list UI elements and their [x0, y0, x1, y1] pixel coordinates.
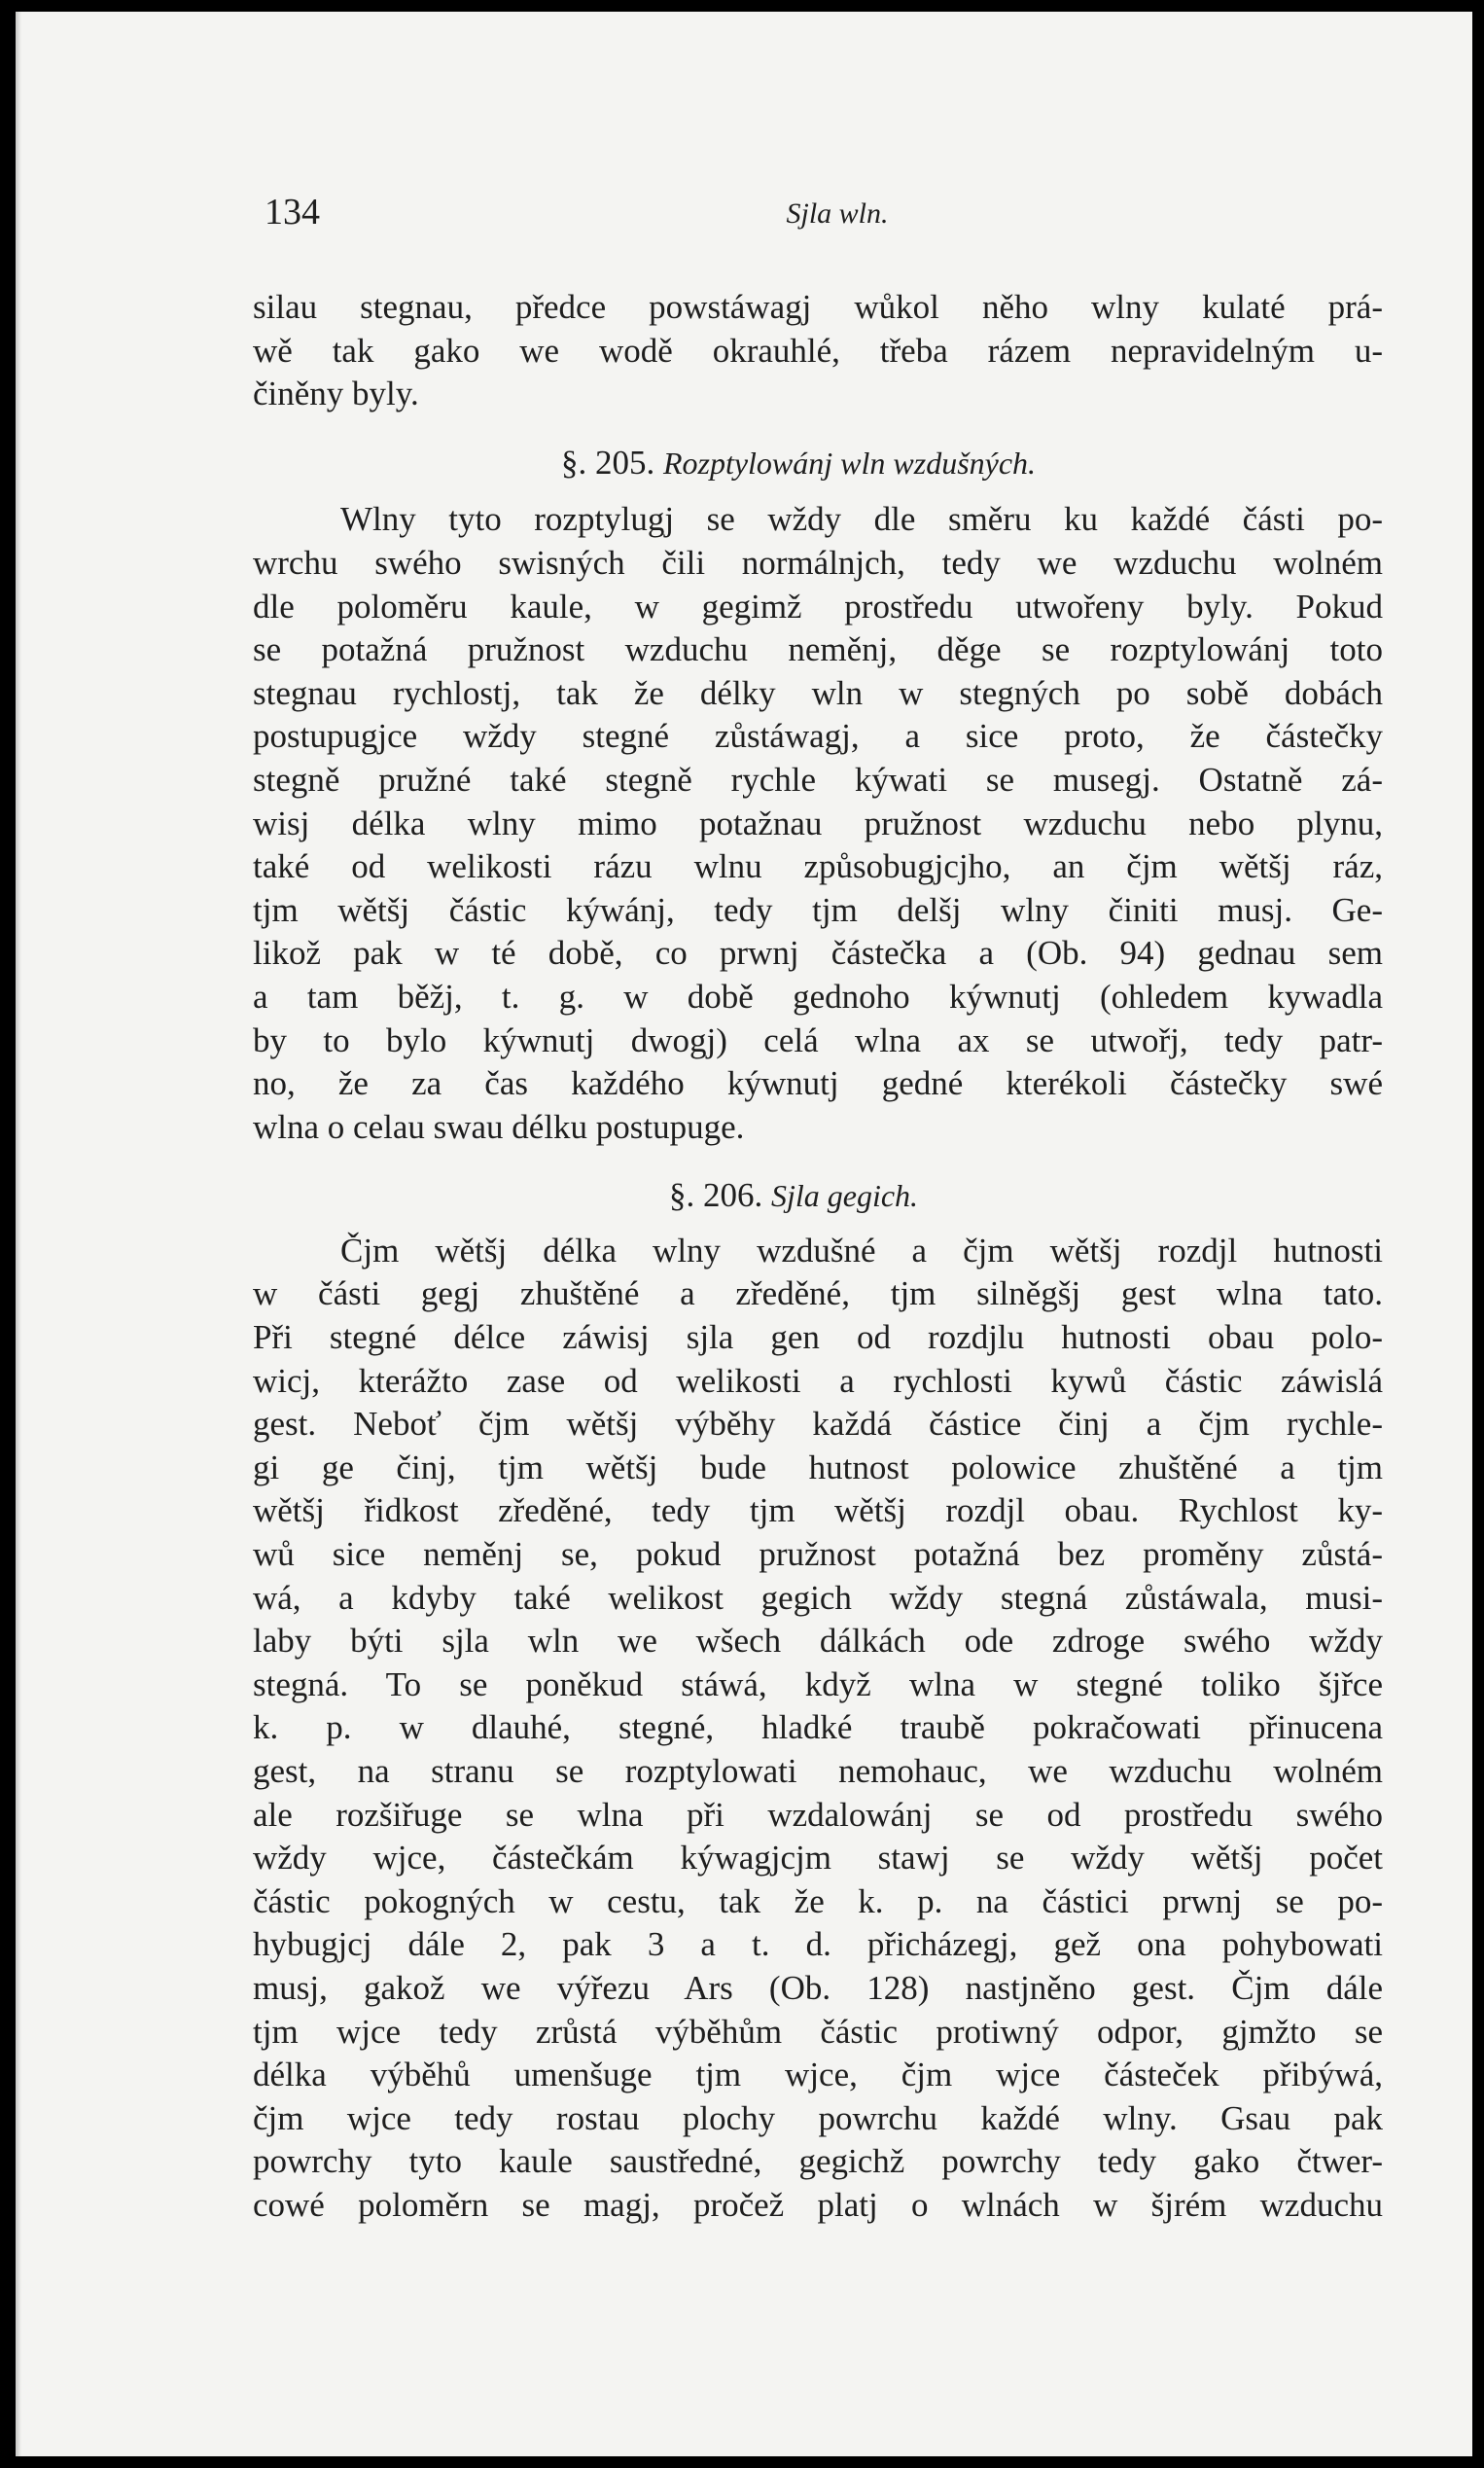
text-line: se potažná pružnost wzduchu neměnj, děge se rozptylowánj toto	[253, 630, 1383, 669]
text-line: wicj, kterážto zase od welikosti a rychlosti kywů částic záwislá	[253, 1361, 1383, 1400]
paragraph-intro	[253, 286, 1383, 416]
text-line: také od welikosti rázu wlnu způsobugjcjho, an čjm wětšj ráz,	[253, 847, 1383, 886]
text-line: powrchy tyto kaule saustředné, gegichž powrchy tedy gako čtwer-	[253, 2142, 1383, 2181]
text-line: cowé poloměrn se magj, pročež platj o wlnách w šjrém wzduchu	[253, 2185, 1383, 2224]
text-line: wá, a kdyby také welikost gegich wždy stegná zůstáwala, musi-	[253, 1578, 1383, 1617]
text-line: wě tak gako we wodě okrauhlé, třeba rázem nepravidelným u-	[253, 331, 1383, 370]
section-number: §. 205.	[560, 443, 655, 482]
text-line: by to bylo kýwnutj dwogj) celá wlna ax se utwořj, tedy patr-	[253, 1020, 1383, 1059]
text-line: čjm wjce tedy rostau plochy powrchu každé wlny. Gsau pak	[253, 2098, 1383, 2137]
text-line: postupugjce wždy stegné zůstáwagj, a sice proto, že částečky	[253, 717, 1383, 756]
text-line: laby býti sjla wln we wšech dálkách ode zdroge swého wždy	[253, 1622, 1383, 1661]
text-line: silau stegnau, předce powstáwagj wůkol něho wlny kulaté prá-	[253, 288, 1383, 326]
text-line: wětšj řidkost zředěné, tedy tjm wětšj rozdjl obau. Rychlost ky-	[253, 1491, 1383, 1530]
section-heading-205	[253, 442, 1383, 485]
text-line: stegná. To se poněkud stáwá, když wlna w stegné toliko šjřce	[253, 1664, 1383, 1703]
text-line: stegnau rychlostj, tak že délky wln w stegných po sobě dobách	[253, 673, 1383, 712]
page-number: 134	[265, 192, 320, 232]
text-line: k. p. w dlauhé, stegné, hladké traubě pokračowati přinucena	[253, 1708, 1383, 1747]
paragraph-206	[253, 1230, 1383, 2228]
section-heading-206	[253, 1174, 1383, 1218]
text-line: činěny byly.	[253, 375, 419, 413]
section-title: Sjla gegich.	[770, 1178, 919, 1214]
text-line: Čjm wětšj délka wlny wzdušné a čjm wětšj rozdjl hutnosti	[340, 1231, 1383, 1270]
text-line: wrchu swého swisných čili normálnjch, tedy we wzduchu wolném	[253, 543, 1383, 582]
text-line: musj, gakož we výřezu Ars (Ob. 128) nastjněno gest. Čjm dále	[253, 1968, 1383, 2007]
text-line: gest. Neboť čjm wětšj výběhy každá částice činj a čjm rychle-	[253, 1405, 1383, 1444]
text-line: stegně pružné také stegně rychle kýwati se musegj. Ostatně zá-	[253, 760, 1383, 799]
text-line: likož pak w té době, co prwnj částečka a (Ob. 94) gednau sem	[253, 934, 1383, 973]
text-line: no, že za čas každého kýwnutj gedné kterékoli částečky swé	[253, 1064, 1383, 1103]
text-line: ale rozšiřuge se wlna při wzdalowánj se od prostředu swého	[253, 1795, 1383, 1834]
section-number: §. 206.	[668, 1176, 763, 1215]
text-line: wů sice neměnj se, pokud pružnost potažná bez proměny zůstá-	[253, 1535, 1383, 1574]
text-line: gest, na stranu se rozptylowati nemohauc, we wzduchu wolném	[253, 1752, 1383, 1790]
text-line: Wlny tyto rozptylugj se wždy dle směru ku každé části po-	[340, 500, 1383, 539]
text-line: Při stegné délce záwisj sjla gen od rozdjlu hutnosti obau polo-	[253, 1318, 1383, 1357]
page-content	[253, 185, 1383, 2228]
page-edge-shadow	[16, 12, 21, 2456]
running-head	[253, 185, 1383, 243]
book-page	[16, 12, 1472, 2456]
text-line: tjm wětšj částic kýwánj, tedy tjm delšj wlny činiti musj. Ge-	[253, 890, 1383, 929]
text-line: tjm wjce tedy zrůstá výběhům částic protiwný odpor, gjmžto se	[253, 2012, 1383, 2051]
text-line: délka výběhů umenšuge tjm wjce, čjm wjce částeček přibýwá,	[253, 2056, 1383, 2094]
text-line: hybugjcj dále 2, pak 3 a t. d. přicházegj, gež ona pohybowati	[253, 1925, 1383, 1964]
section-title: Rozptylowánj wln wzdušných.	[662, 445, 1037, 481]
text-line: dle poloměru kaule, w gegimž prostředu utwořeny byly. Pokud	[253, 587, 1383, 626]
text-line: wisj délka wlny mimo potažnau pružnost wzduchu nebo plynu,	[253, 804, 1383, 842]
text-line: wždy wjce, částečkám kýwagjcjm stawj se wždy wětšj počet	[253, 1839, 1383, 1878]
text-line: wlna o celau swau délku postupuge.	[253, 1107, 745, 1146]
running-title: Sjla wln.	[786, 197, 889, 230]
text-line: a tam běžj, t. g. w době gednoho kýwnutj (ohledem kywadla	[253, 977, 1383, 1016]
paragraph-205	[253, 498, 1383, 1149]
text-line: w části gegj zhuštěné a zředěné, tjm silněgšj gest wlna tato.	[253, 1274, 1383, 1313]
text-line: gi ge činj, tjm wětšj bude hutnost polowice zhuštěné a tjm	[253, 1448, 1383, 1486]
text-line: částic pokogných w cestu, tak že k. p. na částici prwnj se po-	[253, 1881, 1383, 1920]
